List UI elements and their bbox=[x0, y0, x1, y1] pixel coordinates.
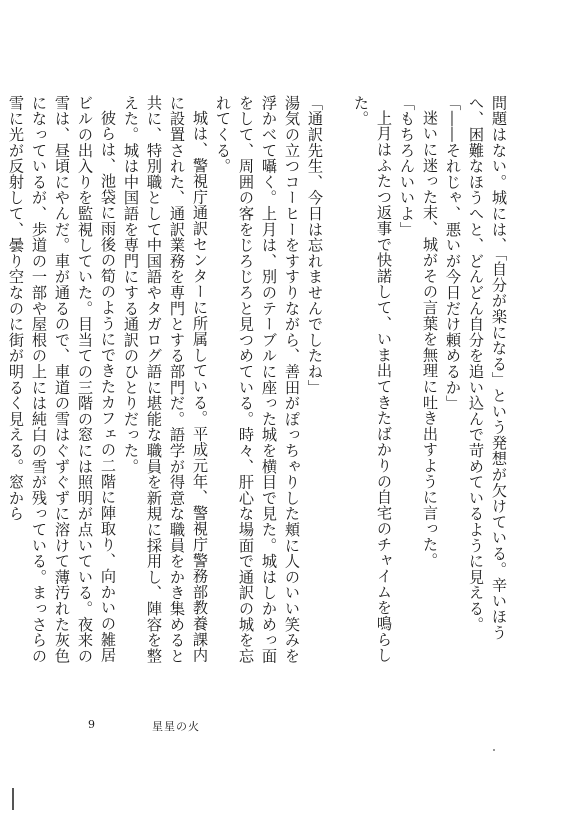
running-title: 星星の火 bbox=[152, 720, 200, 733]
section-break bbox=[326, 95, 349, 670]
page-number: 9 bbox=[88, 718, 95, 731]
paragraph-5: 上月はふたつ返事で快諾して、いま出てきたばかりの自宅のチャイムを鳴らした。 bbox=[352, 95, 393, 664]
vertical-text-body bbox=[7, 95, 510, 670]
paragraph-1: 問題はない。城には、「自分が楽になる」という発想が欠けている。辛いほうへ、困難なほうへと、どんどん自分を追い込んで苛めているように見える。 bbox=[467, 95, 508, 641]
paragraph-4: 「もちろんいいよ」 bbox=[398, 95, 416, 238]
paragraph-6: 「通訳先生、今日は忘れませんでしたね」 bbox=[306, 95, 324, 396]
paragraph-9: 彼らは、池袋に雨後の筍のようにできたカフェの二階に陣取り、向かいの雑居ビルの出入りを監視していた。目当ての三階の窓には照明が点いている。夜来の雪は、昼頃にやんだ。車が通るので、車道の雪はぐずぐずに溶けて薄汚れた灰色になっているが、歩道の一部や屋根の上には純白の雪が残っている。まっさらの雪に光が反射して、曇り空なのに街が明るく見える。窓から bbox=[7, 95, 117, 664]
paragraph-3: 迷いに迷った末、城がその言葉を無理に吐き出すように言った。 bbox=[421, 110, 439, 569]
paragraph-2: 「――それじゃ、悪いが今日だけ頼めるか」 bbox=[444, 95, 462, 411]
print-dot-mark bbox=[493, 749, 495, 751]
scan-edge-mark bbox=[12, 788, 14, 810]
paragraph-8: 城は、警視庁通訳センターに所属している。平成元年、警視庁警務部教養課内に設置された、通訳業務を専門とする部門だ。語学が得意な職員をかき集めると共に、特別職として中国語やタガログ語に堪能な職員を新規に採用し、陣容を整えた。城は中国語を専門にする通訳のひとりだった。 bbox=[122, 95, 209, 664]
paragraph-7: 湯気の立つコーヒーをすすりながら、善田がぽっちゃりした頬に人のいい笑みを浮かべて囁く。上月は、別のテーブルに座った城を横目で見た。城はしかめっ面をして、周囲の客をじろじろと見つめている。時々、肝心な場面で通訳の城を忘れてくる。 bbox=[214, 95, 301, 664]
